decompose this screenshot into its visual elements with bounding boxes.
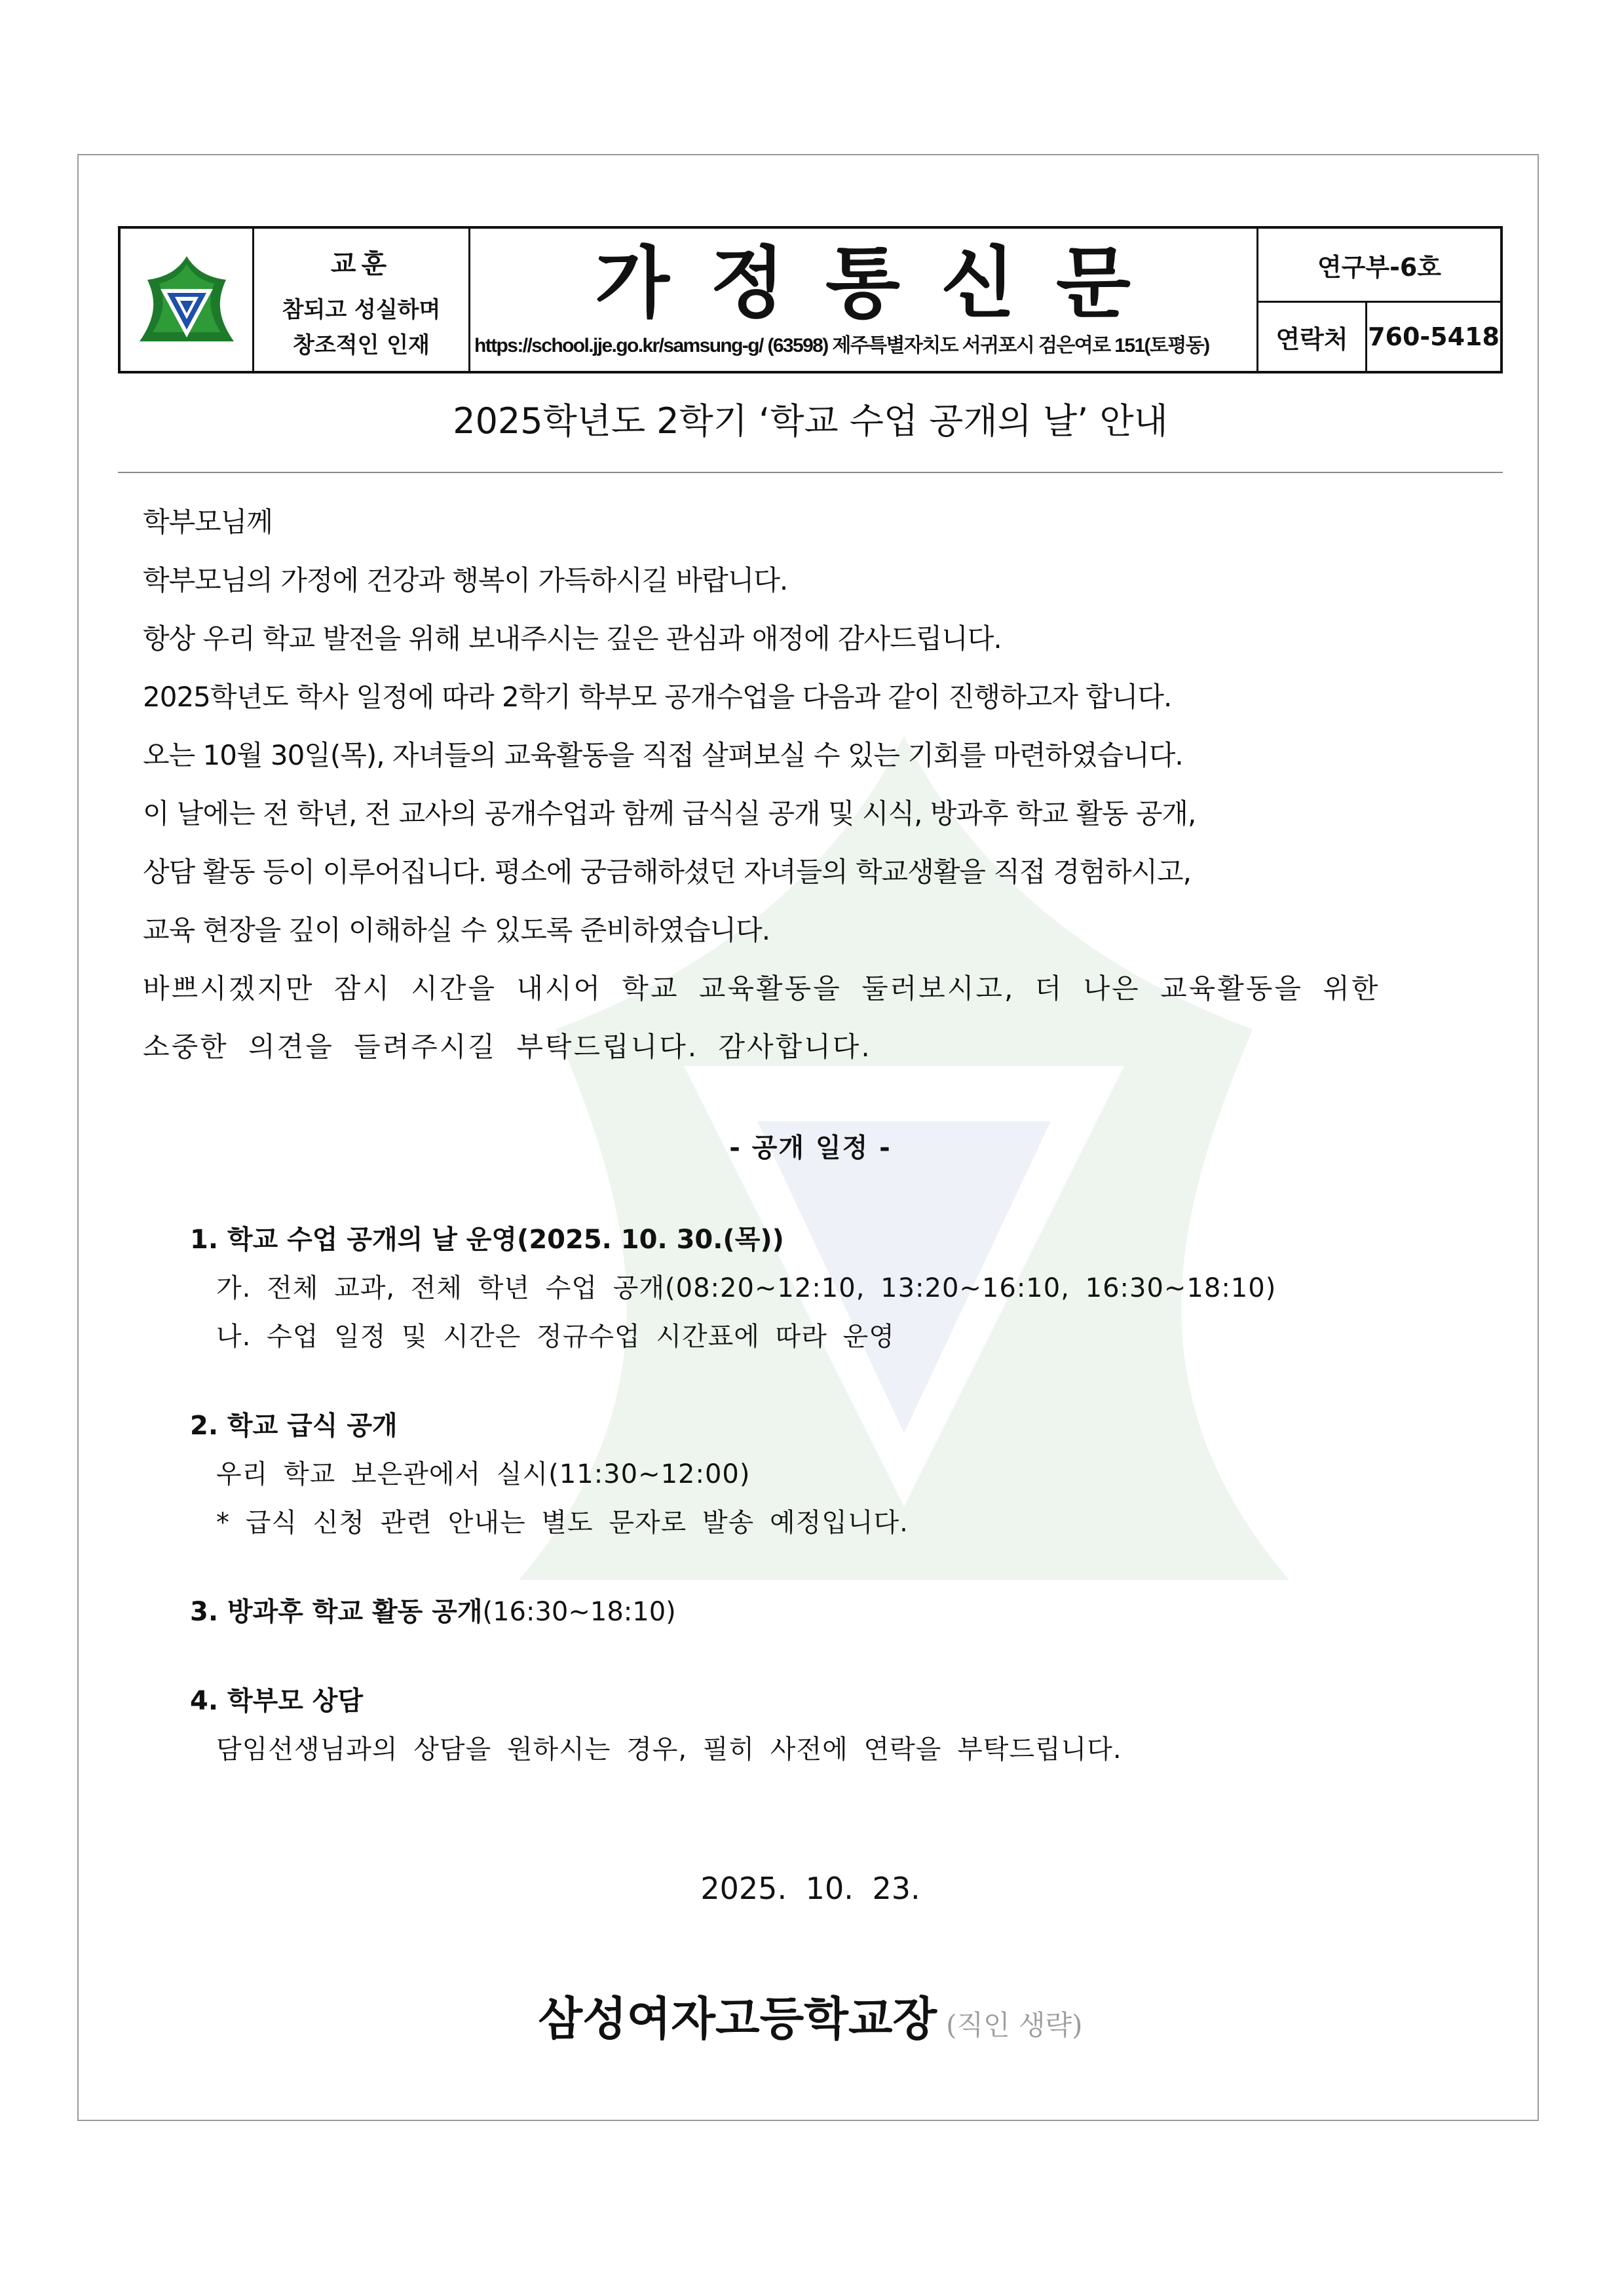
newsletter-header [118, 226, 1503, 373]
body-line: 오는 10월 30일(목), 자녀들의 교육활동을 직접 살펴보실 수 있는 기회를 마련하였습니다. [143, 739, 1183, 771]
body-line: 소중한 의견을 들려주시길 부탁드립니다. 감사합니다. [143, 1031, 872, 1063]
title-cell [470, 229, 1258, 371]
body-line: 2025학년도 학사 일정에 따라 2학기 학부모 공개수업을 다음과 같이 진행하고자 합니다. [143, 681, 1172, 713]
motto-line: 창조적인 인재 [293, 332, 430, 358]
schedule-item-line: 우리 학교 보은관에서 실시(11:30~12:00) [216, 1459, 751, 1489]
principal-name: 삼성여자고등학교장 [538, 1992, 937, 2046]
signature [118, 1982, 1503, 2048]
schedule-item-line: 담임선생님과의 상담을 원하시는 경우, 필히 사전에 연락을 부탁드립니다. [216, 1734, 1122, 1765]
body-line: 학부모님께 [143, 506, 273, 538]
newsletter-title: 가정통신문 [595, 238, 1171, 328]
letter-body [143, 493, 1499, 1076]
schedule-list [190, 1215, 1435, 1814]
schedule-item [190, 1677, 1435, 1774]
schedule-item-line: * 급식 신청 관련 안내는 별도 문자로 발송 예정입니다. [216, 1508, 909, 1538]
issue-number: 연구부-6호 [1258, 229, 1500, 303]
divider [118, 472, 1503, 473]
schedule-item [190, 1402, 1435, 1547]
schedule-item-line: 나. 수업 일정 및 시간은 정규수업 시간표에 따라 운영 [216, 1322, 895, 1352]
schedule-item-heading: 4. 학부모 상담 [190, 1686, 364, 1716]
logo-cell [121, 229, 254, 371]
schedule-item-heading: 2. 학교 급식 공개 [190, 1411, 398, 1441]
school-emblem-icon [134, 251, 239, 349]
schedule-item-line: 가. 전체 교과, 전체 학년 수업 공개(08:20~12:10, 13:20~16:10, 16:30~18:10) [216, 1273, 1277, 1303]
body-line: 학부모님의 가정에 건강과 행복이 가득하시길 바랍니다. [143, 564, 788, 596]
schedule-item [190, 1588, 1435, 1636]
schedule-item-time: (16:30~18:10) [482, 1597, 676, 1627]
schedule-item [190, 1215, 1435, 1361]
body-line: 바쁘시겠지만 잠시 시간을 내시어 학교 교육활동을 둘러보시고, 더 나은 교육활동을 위한 [143, 972, 1380, 1004]
school-address: https://school.jje.go.kr/samsung-g/ (63598) 제주특별자치도 서귀포시 검은여로 151(토평동) [474, 335, 1209, 356]
seal-note: (직인 생략) [946, 2009, 1083, 2041]
info-cell [1258, 229, 1500, 371]
motto-line: 참되고 성실하며 [282, 297, 441, 323]
contact-label: 연락처 [1258, 303, 1367, 371]
contact-value: 760-5418 [1368, 322, 1500, 351]
schedule-item-heading: 1. 학교 수업 공개의 날 운영(2025. 10. 30.(목)) [190, 1225, 784, 1255]
body-line: 이 날에는 전 학년, 전 교사의 공개수업과 함께 급식실 공개 및 시식, 방과후 학교 활동 공개, [143, 797, 1196, 830]
schedule-heading: - 공개 일정 - [729, 1133, 892, 1163]
document-date: 2025. 10. 23. [700, 1871, 920, 1906]
body-line: 상담 활동 등이 이루어집니다. 평소에 궁금해하셨던 자녀들의 학교생활을 직접 경험하시고, [143, 856, 1192, 888]
motto-cell [254, 229, 470, 371]
document-title: 2025학년도 2학기 ‘학교 수업 공개의 날’ 안내 [453, 400, 1168, 442]
motto-heading: 교훈 [330, 249, 392, 279]
body-line: 항상 우리 학교 발전을 위해 보내주시는 깊은 관심과 애정에 감사드립니다. [143, 622, 1002, 655]
schedule-item-heading: 3. 방과후 학교 활동 공개 [190, 1597, 483, 1627]
body-line: 교육 현장을 깊이 이해하실 수 있도록 준비하였습니다. [143, 914, 770, 946]
